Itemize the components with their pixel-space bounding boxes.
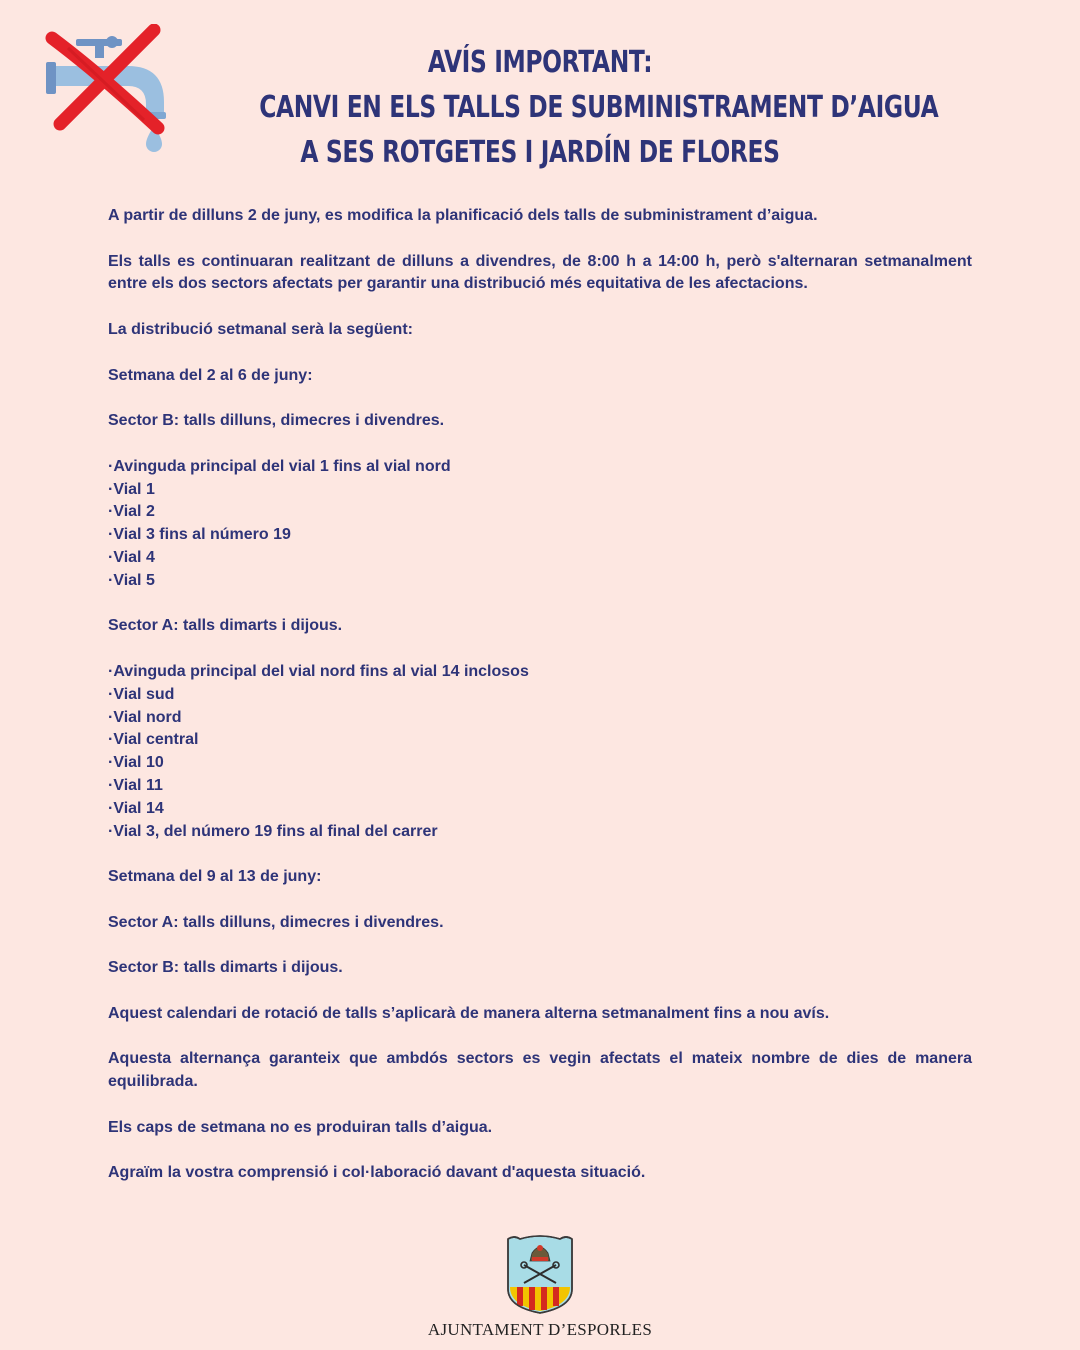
notice-title bbox=[259, 40, 939, 175]
footer-label: AJUNTAMENT D’ESPORLES bbox=[427, 1320, 653, 1339]
week1-sector-b-streets bbox=[108, 456, 972, 593]
street-item: ·Vial 1 bbox=[108, 480, 155, 498]
street-item: ·Vial 3 fins al número 19 bbox=[108, 526, 291, 544]
title-line-1: AVÍS IMPORTANT: bbox=[427, 45, 653, 80]
street-item: ·Vial sud bbox=[108, 685, 175, 703]
week1-sector-a-streets bbox=[108, 661, 972, 843]
rotation-paragraph: Aquest calendari de rotació de talls s’aplicarà de manera alterna setmanalment fins a nou avís. bbox=[108, 1004, 830, 1022]
street-item: ·Vial 11 bbox=[108, 776, 163, 794]
street-item: ·Vial 4 bbox=[108, 548, 155, 566]
coat-of-arms-logo bbox=[504, 1233, 576, 1315]
street-item: ·Vial nord bbox=[108, 708, 182, 726]
footer bbox=[0, 1233, 1080, 1340]
weekends-paragraph: Els caps de setmana no es produiran talls d’aigua. bbox=[108, 1118, 493, 1136]
street-item: ·Avinguda principal del vial nord fins al vial 14 inclosos bbox=[108, 662, 529, 680]
notice-body bbox=[108, 205, 972, 1208]
street-item: ·Vial 2 bbox=[108, 503, 155, 521]
balance-paragraph: Aquesta alternança garanteix que ambdós sectors es vegin afectats el mateix nombre de dies de manera equilibrada. bbox=[108, 1050, 972, 1091]
week2-heading: Setmana del 9 al 13 de juny: bbox=[108, 868, 322, 886]
street-item: ·Vial 5 bbox=[108, 571, 155, 589]
week1-sector-b: Sector B: talls dilluns, dimecres i divendres. bbox=[108, 412, 445, 430]
street-item: ·Vial 14 bbox=[108, 799, 164, 817]
intro-paragraph: A partir de dilluns 2 de juny, es modifica la planificació dels talls de subministrament d’aigua. bbox=[108, 207, 818, 224]
street-item: ·Vial central bbox=[108, 731, 199, 749]
street-item: ·Vial 3, del número 19 fins al final del carrer bbox=[108, 822, 438, 840]
week2-sector-b: Sector B: talls dimarts i dijous. bbox=[108, 959, 343, 977]
schedule-paragraph: Els talls es continuaran realitzant de dilluns a divendres, de 8:00 h a 14:00 h, però s'alternaran setmanalment entre els dos sectors afectats per garantir una distribució més equitativa de les afectacions. bbox=[108, 252, 972, 293]
title-line-3: A SES ROTGETES I JARDÍN DE FLORES bbox=[300, 135, 780, 170]
title-line-2: CANVI EN ELS TALLS DE SUBMINISTRAMENT D’AIGUA bbox=[259, 90, 939, 125]
week2-sector-a: Sector A: talls dilluns, dimecres i divendres. bbox=[108, 913, 444, 931]
street-item: ·Vial 10 bbox=[108, 754, 164, 772]
distribution-intro: La distribució setmanal serà la següent: bbox=[108, 320, 413, 338]
street-item: ·Avinguda principal del vial 1 fins al vial nord bbox=[108, 457, 451, 475]
thanks-paragraph: Agraïm la vostra comprensió i col·laboració davant d'aquesta situació. bbox=[108, 1164, 646, 1182]
no-water-tap-icon bbox=[40, 24, 175, 159]
week1-sector-a: Sector A: talls dimarts i dijous. bbox=[108, 617, 343, 635]
week1-heading: Setmana del 2 al 6 de juny: bbox=[108, 366, 313, 384]
